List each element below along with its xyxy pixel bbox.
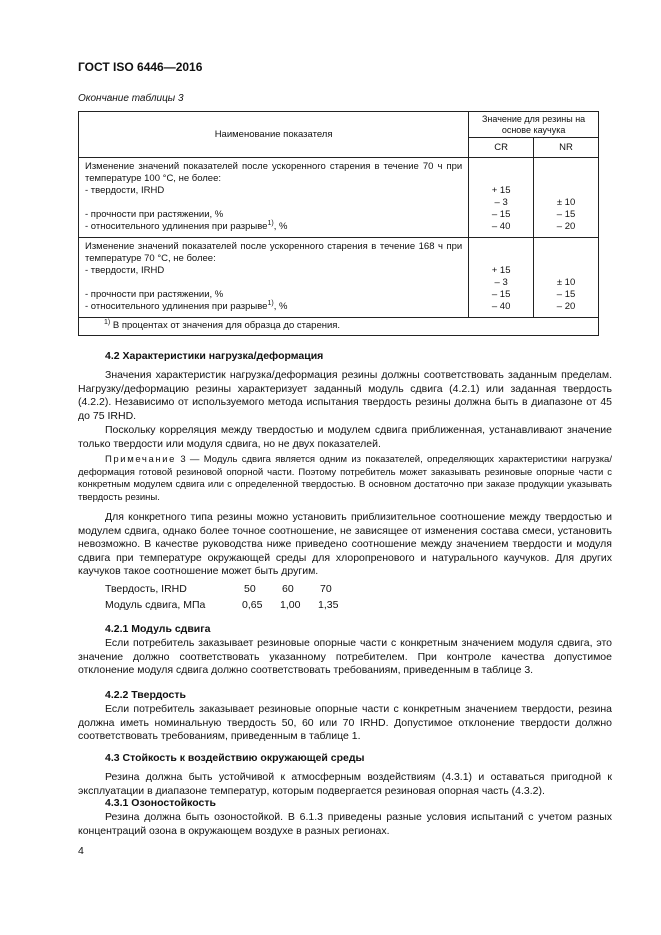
note-label: Примечание: [105, 454, 176, 465]
section-4-2-2-text: Если потребитель заказывает резиновые опорные части с конкретным значением твердости, резина должна иметь номинальную твердость 50, 60 или 70 IRHD. Допустимое отклонение твердости должно соответствовать требованиям, приведенным в таблице 1.: [78, 703, 612, 742]
modulus-value: 1,00: [280, 599, 301, 611]
nr-value: [534, 265, 598, 277]
column-header-nr: NR: [534, 138, 599, 158]
table-footnote: $^{1)}$ В процентах от значения для образца до старения.: [79, 318, 599, 336]
hardness-value: 60: [282, 583, 294, 595]
note-3: [78, 454, 612, 504]
table-caption: Окончание таблицы 3: [78, 93, 184, 104]
hardness-label: Твердость, IRHD: [105, 583, 187, 595]
nr-value: – 20: [556, 301, 576, 312]
note-text: 3 — Модуль сдвига является одним из показателей, определяющих характеристики нагрузка/деформация готовой резиновой опорной части. Поэтому потребитель может заказывать резиновые опорные части с конкретным модулем сдвига или с определенной твердостью. В основном достаточно при заказе продукции указывать твердость резины.: [78, 454, 612, 503]
row-title: Изменение значений показателей после ускоренного старения в течение 168 ч при температуре 70 °С, не более:: [85, 241, 463, 264]
modulus-value: 1,35: [318, 599, 339, 611]
footnote-ref: 1): [267, 299, 274, 307]
cr-value: – 40: [491, 301, 511, 312]
section-4-3-1-heading: 4.3.1 Озоностойкость: [105, 797, 216, 809]
cr-value: – 40: [491, 221, 511, 232]
row-item-label: - прочности при растяжении, %: [85, 289, 224, 300]
cr-value: + 15: [491, 185, 511, 196]
row-item-label: [85, 197, 462, 209]
nr-value: – 20: [556, 221, 576, 232]
column-header-cr: CR: [469, 138, 534, 158]
row-item-label: - относительного удлинения при разрыве$^{1)}$, %: [85, 219, 288, 232]
page-number: 4: [78, 845, 84, 857]
row-item-label: - прочности при растяжении, %: [85, 209, 224, 220]
nr-value: – 15: [556, 289, 576, 300]
modulus-label: Модуль сдвига, МПа: [105, 599, 206, 611]
section-4-2-1-text: Если потребитель заказывает резиновые опорные части с конкретным значением модуля сдвига, это значение должно соответствовать указанному потребителем. При контроле качества допустимое отклонение модуля сдвига должно соответствовать требованиям, приведенным в таблице 3.: [78, 637, 612, 676]
section-4-2-paragraph-3: Для конкретного типа резины можно установить приблизительное соотношение между твердостью и модулем сдвига, однако более точное соотношение, не зависящее от изменения состава смеси, установить невозможно. В качестве руководства ниже приведено соотношение между значением твердости и модуля сдвига при температуре окружающей среды для хлоропренового и натурального каучуков. Для других каучуков такое соотношение может быть другим.: [78, 511, 612, 577]
section-4-2-paragraph-2: Поскольку корреляция между твердостью и модулем сдвига приближенная, устанавливают значение только твердости или модуля сдвига, но не двух показателей.: [78, 424, 612, 450]
modulus-value: 0,65: [242, 599, 263, 611]
hardness-value: 70: [320, 583, 332, 595]
nr-value: – 15: [556, 209, 576, 220]
cr-value: – 3: [494, 197, 508, 208]
column-header-value-group: Значение для резины на основе каучука: [469, 112, 599, 138]
column-header-parameter: Наименование показателя: [79, 112, 469, 158]
table-row: [79, 158, 599, 238]
nr-value: [534, 185, 598, 197]
table-row: [79, 238, 599, 318]
row-title: Изменение значений показателей после ускоренного старения в течение 70 ч при температуре 100 °С, не более:: [85, 161, 463, 184]
row-item-label: - твердости, IRHD: [85, 185, 165, 196]
cr-value: – 15: [491, 209, 511, 220]
cr-value: – 15: [491, 289, 511, 300]
hardness-value: 50: [244, 583, 256, 595]
section-4-2-1-heading: 4.2.1 Модуль сдвига: [105, 623, 211, 635]
footnote-ref: 1): [267, 219, 274, 227]
section-4-2-heading: 4.2 Характеристики нагрузка/деформация: [105, 350, 324, 362]
row-item-label: [85, 277, 462, 289]
section-4-3-text: Резина должна быть устойчивой к атмосферным воздействиям (4.3.1) и оставаться пригодной к эксплуатации в диапазоне температур, которым подвергается резиновая опорная часть (4.3.2).: [78, 771, 612, 797]
row-item-label: - относительного удлинения при разрыве$^{1)}$, %: [85, 299, 288, 312]
nr-value: ± 10: [556, 197, 576, 208]
section-4-2-paragraph-1: Значения характеристик нагрузка/деформация резины должны соответствовать заданным пределам. Нагрузку/деформацию резины характеризует заданный модуль сдвига (4.2.1) или заданная твердость (4.2.2). Независимо от используемого метода испытания твердость резины должна быть в диапазоне от 45 до 75 IRHD.: [78, 369, 612, 422]
cr-value: + 15: [491, 265, 511, 276]
section-4-3-heading: 4.3 Стойкость к воздействию окружающей среды: [105, 752, 365, 764]
row-item-label: - твердости, IRHD: [85, 265, 165, 276]
cr-value: – 3: [494, 277, 508, 288]
section-4-2-2-heading: 4.2.2 Твердость: [105, 689, 186, 701]
document-header: ГОСТ ISO 6446—2016: [78, 60, 203, 74]
table-3: [78, 111, 599, 336]
nr-value: ± 10: [556, 277, 576, 288]
section-4-3-1-text: Резина должна быть озоностойкой. В 6.1.3 приведены разные условия испытаний с учетом разных концентраций озона в окружающем воздухе в разных регионах.: [78, 811, 612, 837]
